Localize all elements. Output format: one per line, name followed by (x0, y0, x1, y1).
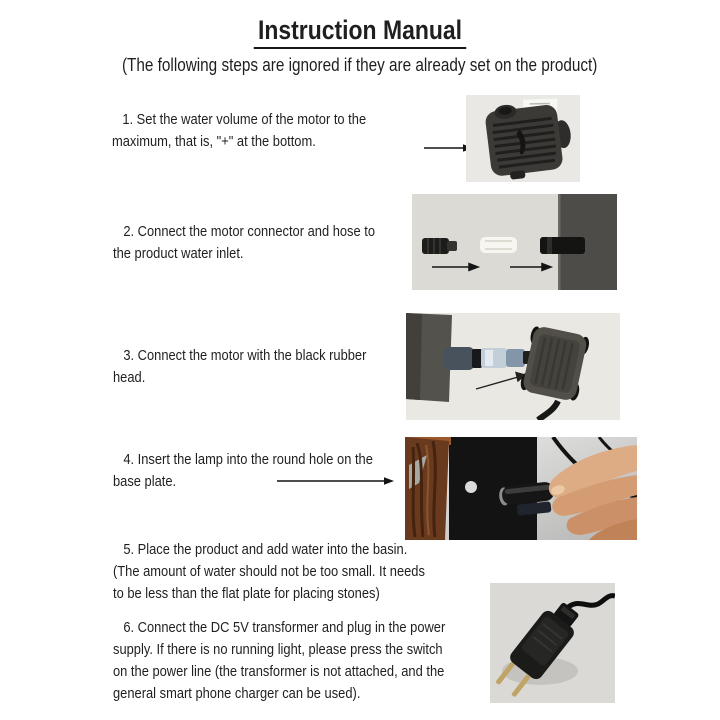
step-1-text (112, 109, 366, 153)
step-text-line: to be less than the flat plate for placing stones) (113, 585, 380, 602)
step-6-transformer-photo (490, 583, 615, 703)
step-1-pump-photo (466, 95, 580, 182)
wood-post (405, 437, 451, 540)
step-text-line: supply. If there is no running light, please press the switch (113, 641, 443, 658)
hand-inserting-lamp-illustration (405, 437, 637, 540)
step-text-line: the product water inlet. (113, 245, 244, 262)
step-text-line: general smart phone charger can be used). (113, 685, 361, 702)
page-title: Instruction Manual (254, 14, 467, 49)
dc-transformer-illustration (490, 583, 615, 703)
step-text-line: head. (113, 369, 146, 386)
step-text-line: 5. Place the product and add water into the basin. (123, 541, 408, 558)
step-text-line: 3. Connect the motor with the black rubber (123, 347, 367, 364)
step-3-text (113, 345, 366, 389)
step-text-line: (The amount of water should not be too small. It needs (113, 563, 425, 580)
round-hole (465, 481, 477, 493)
step-text-line: 2. Connect the motor connector and hose to (123, 223, 376, 240)
step-text-line: 4. Insert the lamp into the round hole on the (123, 451, 373, 468)
water-inlet (540, 237, 585, 254)
step-text-line: maximum, that is, "+" at the bottom. (112, 133, 316, 150)
page-subtitle-row (0, 54, 720, 76)
step-text-line: base plate. (113, 473, 177, 490)
rubber-head-motor-illustration (406, 313, 620, 420)
step-5-text (113, 539, 425, 605)
arrow-right-icon (277, 475, 394, 487)
step-3-rubber-head-photo (406, 313, 620, 420)
connector-hose-inlet-illustration (412, 194, 617, 290)
step-2-text (113, 221, 375, 265)
page-subtitle: (The following steps are ignored if they are already set on the product) (122, 55, 598, 75)
water-pump-illustration (466, 95, 580, 182)
step-text-line: 1. Set the water volume of the motor to the (122, 111, 367, 128)
step-6-text (113, 617, 445, 705)
step-text-line: 6. Connect the DC 5V transformer and plug in the power (123, 619, 446, 636)
step-4-lamp-photo (405, 437, 637, 540)
page-title-row (0, 14, 720, 49)
white-hose (480, 237, 517, 253)
step-2-connector-photo (412, 194, 617, 290)
step-text-line: on the power line (the transformer is not attached, and the (113, 663, 445, 680)
